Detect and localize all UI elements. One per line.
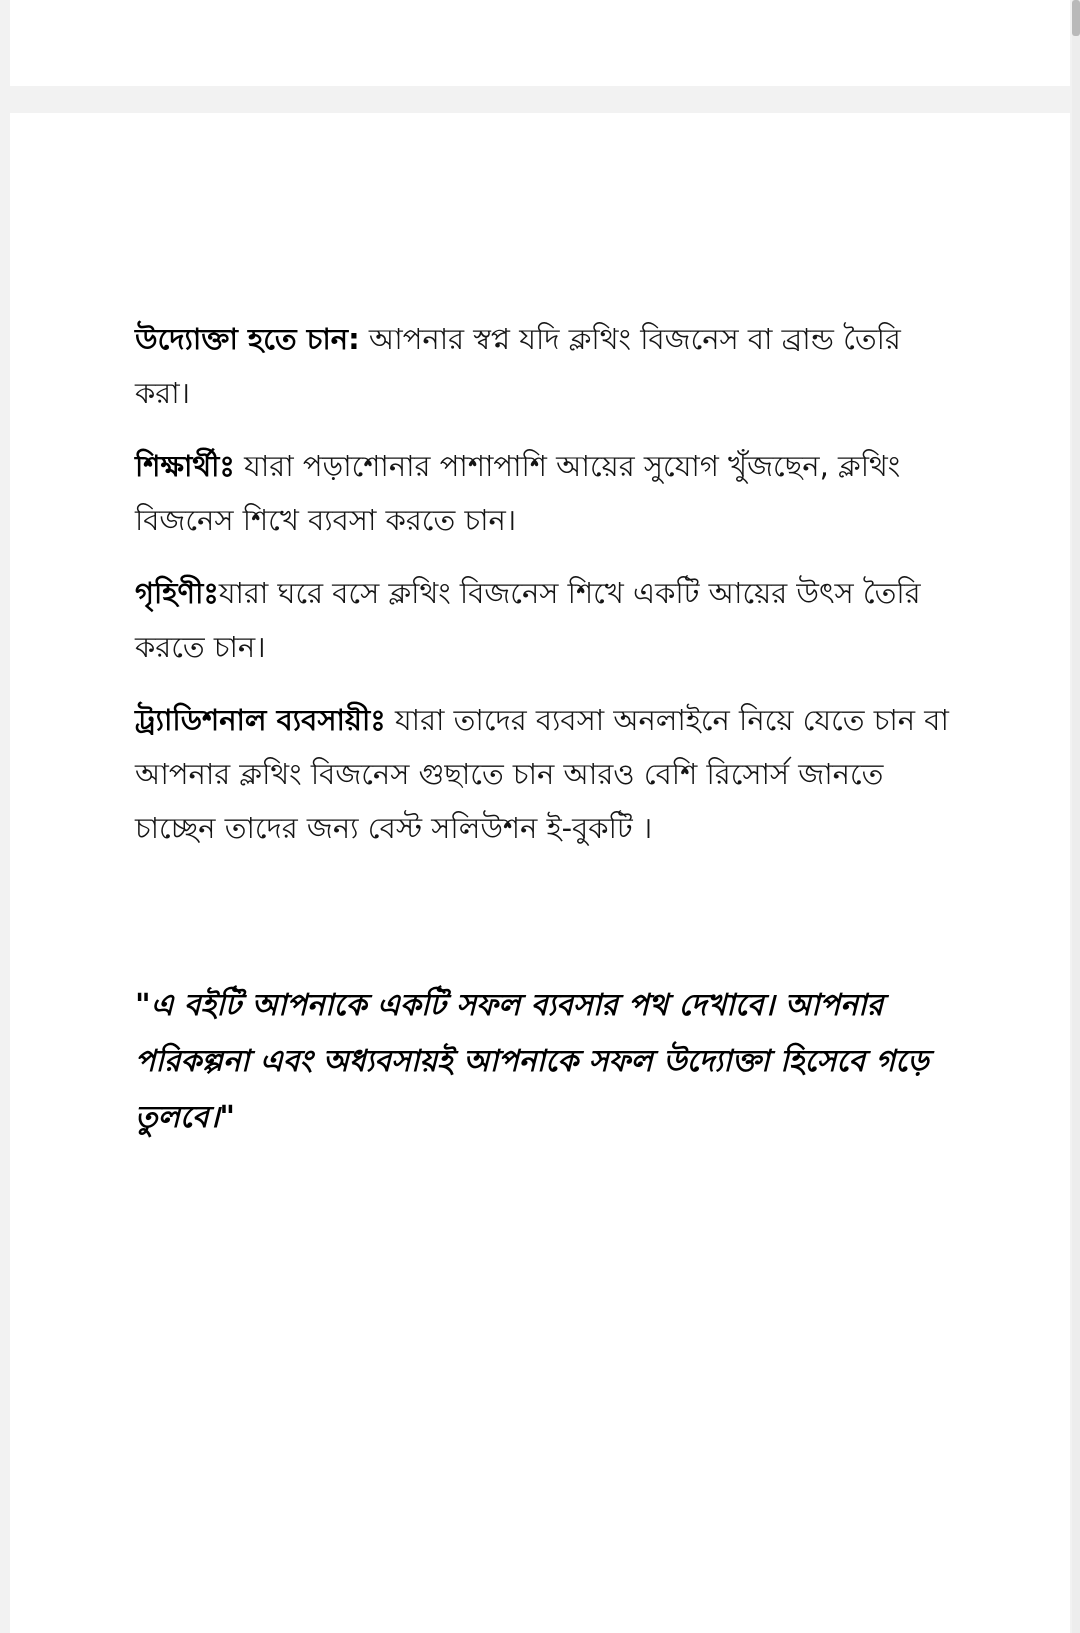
audience-housewife [135,566,955,674]
audience-entrepreneur-text: আপনার স্বপ্ন যদি ক্লথিং বিজনেস বা ব্রান্ড তৈরি করা। [135,322,901,410]
audience-entrepreneur-title: উদ্যোক্তা হতে চান: [135,322,360,356]
audience-entrepreneur [135,312,955,420]
audience-housewife-text: যারা ঘরে বসে ক্লথিং বিজনেস শিখে একটি আয়ের উৎস তৈরি করতে চান। [135,576,921,664]
audience-traditional-business [135,693,955,855]
audience-student [135,439,955,547]
previous-page-card [10,0,1070,86]
scrollbar-thumb[interactable] [1072,0,1080,36]
audience-traditional-business-text: যারা তাদের ব্যবসা অনলাইনে নিয়ে যেতে চান বা আপনার ক্লথিং বিজনেস গুছাতে চান আরও বেশি রিসোর্স জানতে চাচ্ছেন তাদের জন্য বেস্ট সলিউশন ই-বুকটি । [135,703,949,845]
audience-housewife-title: গৃহিণীঃ [135,576,219,610]
audience-list [135,312,955,874]
audience-student-text: যারা পড়াশোনার পাশাপাশি আয়ের সুযোগ খুঁজছেন, ক্লথিং বিজনেস শিখে ব্যবসা করতে চান। [135,449,901,537]
scrollbar[interactable] [1072,0,1080,1633]
closing-quote: "এ বইটি আপনাকে একটি সফল ব্যবসার পথ দেখাবে। আপনার পরিকল্পনা এবং অধ্যবসায়ই আপনাকে সফল উদ্যোক্তা হিসেবে গড়ে তুলবে।" [135,988,929,1135]
audience-traditional-business-title: ট্র্যাডিশনাল ব্যবসায়ীঃ [135,703,386,737]
audience-student-title: শিক্ষার্থীঃ [135,449,235,483]
